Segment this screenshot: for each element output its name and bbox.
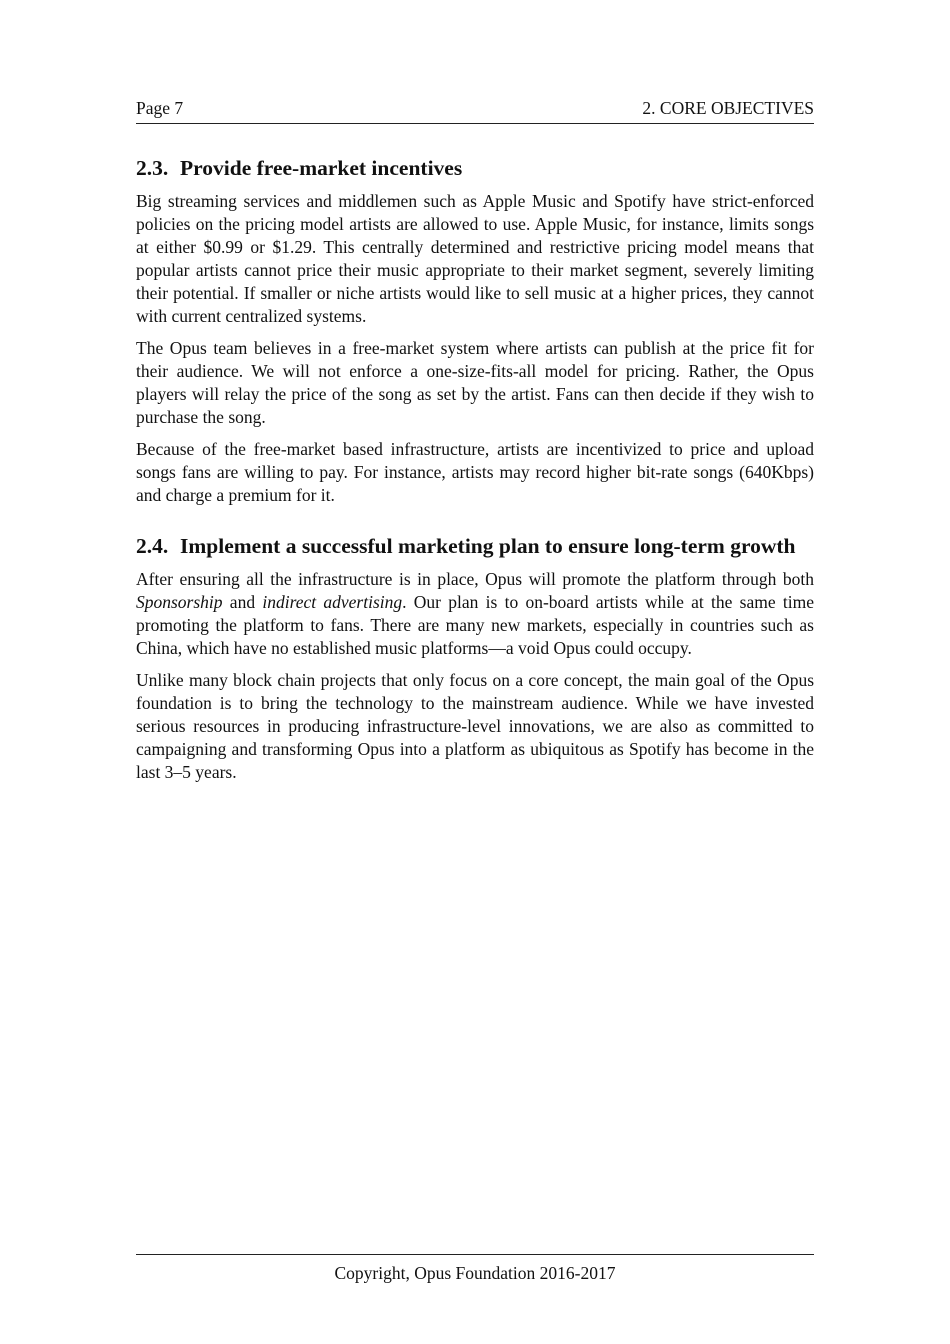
document-page: [136, 0, 814, 1344]
paragraph: The Opus team believes in a free-market system where artists can publish at the price fit for their audience. We will not enforce a one-size-fits-all model for pricing. Rather, the Opus players will relay the price of the song as set by the artist. Fans can then decide if they wish to purchase the song.: [136, 338, 814, 427]
section-2-4: [136, 533, 814, 784]
section-number: 2.3.: [136, 156, 169, 180]
paragraph: Unlike many block chain projects that only focus on a core concept, the main goal of the Opus foundation is to bring the technology to the mainstream audience. While we have invested serious resources in producing infrastructure-level innovations, we are also as committed to campaigning and transforming Opus into a platform as ubiquitous as Spotify has become in the last 3–5 years.: [136, 670, 814, 782]
paragraph: Big streaming services and middlemen such as Apple Music and Spotify have strict-enforced policies on the pricing model artists are allowed to use. Apple Music, for instance, limits songs at either $0.99 or $1.29. This centrally determined and restrictive pricing model means that popular artists cannot price their music appropriate to their market segment, severely limiting their potential. If smaller or niche artists would like to sell music at a higher prices, they cannot with current centralized systems.: [136, 191, 814, 326]
text-run: . Our plan is to on-board artists while at the same time promoting the platform to fans. There are many new markets, especially in countries such as China, which have no established music platforms—a void Opus could occupy.: [136, 592, 814, 658]
emphasis-sponsorship: Sponsorship: [136, 592, 223, 612]
section-heading: [136, 533, 814, 560]
chapter-title: 2. CORE OBJECTIVES: [642, 98, 814, 118]
page-number: Page 7: [136, 98, 184, 118]
page-content: [136, 155, 814, 793]
section-heading: [136, 155, 814, 182]
running-header: [136, 97, 814, 124]
footer-divider: [136, 1254, 814, 1255]
emphasis-indirect-advertising: indirect advertising: [262, 592, 403, 612]
text-run: and: [222, 592, 263, 612]
section-2-3: [136, 155, 814, 507]
paragraph: Because of the free-market based infrastructure, artists are incentivized to price and upload songs fans are willing to pay. For instance, artists may record higher bit-rate songs (640Kbps) and charge a premium for it.: [136, 439, 814, 505]
section-number: 2.4.: [136, 534, 169, 558]
section-title: Implement a successful marketing plan to ensure long-term growth: [180, 534, 796, 558]
section-title: Provide free-market incentives: [180, 156, 463, 180]
text-run: After ensuring all the infrastructure is in place, Opus will promote the platform through both: [136, 569, 814, 589]
footer-copyright: Copyright, Opus Foundation 2016-2017: [334, 1263, 616, 1283]
paragraph: [136, 568, 814, 660]
